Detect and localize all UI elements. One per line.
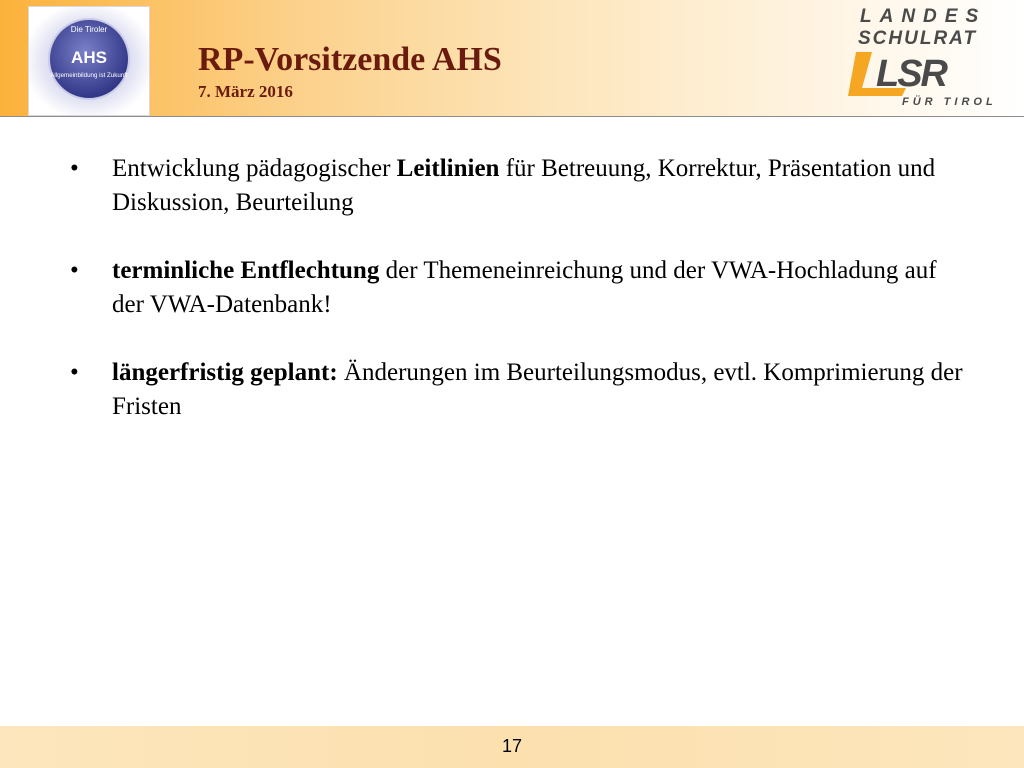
ahs-logo-main-text: AHS bbox=[71, 48, 107, 67]
bullet-marker: • bbox=[70, 257, 79, 284]
bullet-marker: • bbox=[70, 155, 79, 182]
ahs-logo-top-text: Die Tiroler bbox=[70, 25, 108, 34]
bullet-text-rest: der Themeneinreichung und der VWA-Hochladung auf der VWA-Datenbank! bbox=[112, 257, 937, 318]
bullet-text-pre: Entwicklung pädagogischer bbox=[112, 155, 397, 182]
bullet-item bbox=[70, 254, 970, 322]
bullet-text-bold: Leitlinien bbox=[396, 155, 500, 182]
landesschulrat-logo bbox=[840, 4, 1016, 112]
lsr-logo-line2: SCHULRAT bbox=[858, 28, 978, 49]
lsr-logo-line1: LANDES bbox=[860, 6, 987, 27]
slide-header bbox=[0, 0, 1024, 117]
ahs-logo bbox=[28, 6, 150, 116]
ahs-logo-arc-text: Allgemeinbildung ist Zukunft bbox=[50, 72, 128, 79]
lsr-mark-text: LSR bbox=[876, 53, 946, 95]
bullet-text bbox=[112, 152, 970, 220]
lsr-mark-graphic bbox=[846, 48, 1010, 98]
ahs-logo-graphic bbox=[29, 7, 149, 115]
bullet-text-rest: Änderungen im Beurteilungsmodus, evtl. Komprimierung der Fristen bbox=[112, 359, 963, 420]
slide-title: RP-Vorsitzende AHS bbox=[198, 41, 502, 78]
slide-footer bbox=[0, 726, 1024, 768]
bullet-text-bold: längerfristig geplant: bbox=[112, 359, 338, 386]
bullet-marker: • bbox=[70, 359, 79, 386]
bullet-text bbox=[112, 356, 970, 424]
bullet-item bbox=[70, 356, 970, 424]
bullet-list bbox=[70, 152, 970, 458]
bullet-text-post: für Betreuung, Korrektur, Präsentation und Diskussion, Beurteilung bbox=[112, 155, 936, 216]
bullet-item bbox=[70, 152, 970, 220]
lsr-logo-line3: FÜR TIROL bbox=[902, 96, 997, 108]
slide-date: 7. März 2016 bbox=[198, 82, 293, 101]
bullet-text bbox=[112, 254, 970, 322]
bullet-text-bold: terminliche Entflechtung bbox=[112, 257, 380, 284]
page-number: 17 bbox=[501, 736, 523, 756]
